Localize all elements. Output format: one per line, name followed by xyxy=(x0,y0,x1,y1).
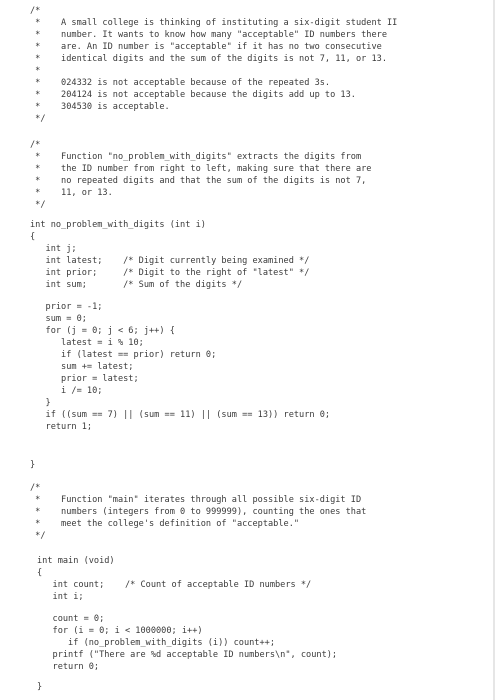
code-line: * xyxy=(30,66,41,76)
code-line: for (i = 0; i < 1000000; i++) xyxy=(37,626,203,636)
code-line: if ((sum == 7) || (sum == 11) || (sum == 13)) return 0; xyxy=(30,410,331,420)
code-line: * Function "main" iterates through all possible six-digit ID xyxy=(30,495,362,505)
code-line: } xyxy=(30,460,36,470)
code-line: sum += latest; xyxy=(30,362,134,372)
code-line: printf ("There are %d acceptable ID numbers\n", count); xyxy=(37,650,338,660)
code-line: count = 0; xyxy=(37,614,105,624)
code-line: /* xyxy=(30,6,41,16)
code-line: int prior; /* Digit to the right of "latest" */ xyxy=(30,268,310,278)
code-line: int count; /* Count of acceptable ID numbers */ xyxy=(37,580,312,590)
code-line: * A small college is thinking of instituting a six-digit student II xyxy=(30,18,398,28)
code-line: * numbers (integers from 0 to 999999), counting the ones that xyxy=(30,507,367,517)
code-line: * identical digits and the sum of the digits is not 7, 11, or 13. xyxy=(30,54,387,64)
code-line: int i; xyxy=(37,592,84,602)
code-line: * 11, or 13. xyxy=(30,188,113,198)
code-line: sum = 0; xyxy=(30,314,87,324)
code-line: * are. An ID number is "acceptable" if it has no two consecutive xyxy=(30,42,382,52)
code-line: int main (void) xyxy=(37,556,115,566)
code-line: * no repeated digits and that the sum of the digits is not 7, xyxy=(30,176,367,186)
code-line: prior = -1; xyxy=(30,302,103,312)
code-line: return 1; xyxy=(30,422,93,432)
code-line: latest = i % 10; xyxy=(30,338,144,348)
code-line: /* xyxy=(30,140,41,150)
code-line: * number. It wants to know how many "acceptable" ID numbers there xyxy=(30,30,387,40)
code-line: } xyxy=(37,682,43,692)
code-line: * 304530 is acceptable. xyxy=(30,102,170,112)
code-line: * Function "no_problem_with_digits" extracts the digits from xyxy=(30,152,362,162)
code-line: prior = latest; xyxy=(30,374,139,384)
code-line: */ xyxy=(30,114,46,124)
code-line: /* xyxy=(30,483,41,493)
code-line: int sum; /* Sum of the digits */ xyxy=(30,280,243,290)
code-line: * the ID number from right to left, making sure that there are xyxy=(30,164,372,174)
code-line: * 204124 is not acceptable because the digits add up to 13. xyxy=(30,90,356,100)
code-line: if (no_problem_with_digits (i)) count++; xyxy=(37,638,275,648)
code-line: int no_problem_with_digits (int i) xyxy=(30,220,206,230)
code-line: */ xyxy=(30,200,46,210)
code-line: } xyxy=(30,398,51,408)
code-line: * meet the college's definition of "acceptable." xyxy=(30,519,300,529)
code-line: int j; xyxy=(30,244,77,254)
code-line: */ xyxy=(30,531,46,541)
code-line: return 0; xyxy=(37,662,100,672)
code-line: { xyxy=(37,568,43,578)
code-line: int latest; /* Digit currently being examined */ xyxy=(30,256,310,266)
code-line: i /= 10; xyxy=(30,386,103,396)
code-line: for (j = 0; j < 6; j++) { xyxy=(30,326,175,336)
code-line: if (latest == prior) return 0; xyxy=(30,350,217,360)
code-line: * 024332 is not acceptable because of the repeated 3s. xyxy=(30,78,331,88)
code-line: { xyxy=(30,232,36,242)
